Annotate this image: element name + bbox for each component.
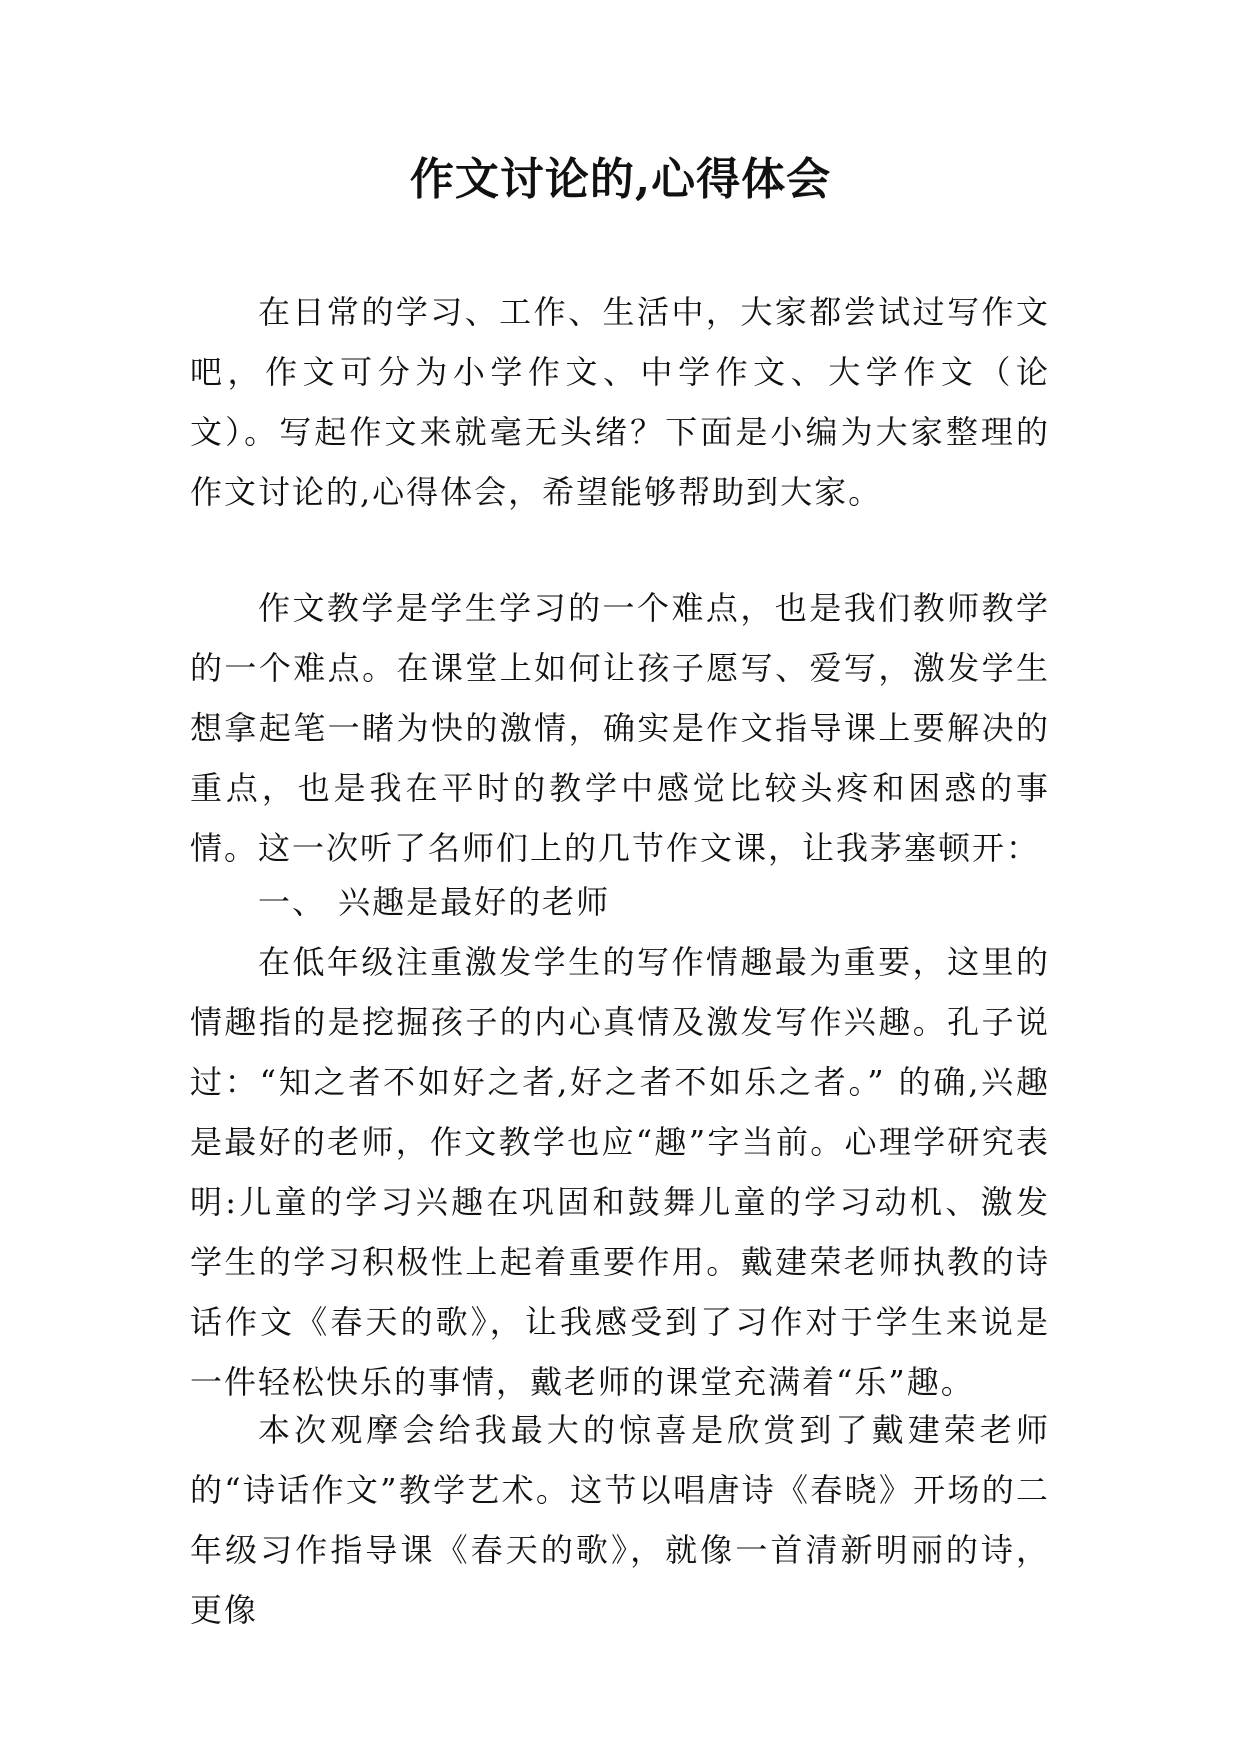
section-heading: 一、 兴趣是最好的老师 (258, 883, 611, 921)
intro-paragraph: 在日常的学习、工作、生活中，大家都尝试过写作文吧，作文可分为小学作文、中学作文、大学作文（论文）。写起作文来就毫无头绪？下面是小编为大家整理的作文讨论的,心得体会，希望能够帮助到大家。 (190, 293, 1050, 511)
page-title: 作文讨论的,心得体会 (409, 154, 832, 205)
body-paragraph: 作文教学是学生学习的一个难点，也是我们教师教学的一个难点。在课堂上如何让孩子愿写、爱写，激发学生想拿起笔一睹为快的激情，确实是作文指导课上要解决的重点，也是我在平时的教学中感觉比较头疼和困惑的事情。这一次听了名师们上的几节作文课，让我茅塞顿开： (190, 589, 1050, 867)
body-paragraph: 在低年级注重激发学生的写作情趣最为重要，这里的情趣指的是挖掘孩子的内心真情及激发写作兴趣。孔子说过：“知之者不如好之者,好之者不如乐之者。” 的确,兴趣是最好的老师，作文教学也应“趣”字当前。心理学研究表明:儿童的学习兴趣在巩固和鼓舞儿童的学习动机、激发学生的学习积极性上起着重要作用。戴建荣老师执教的诗话作文《春天的歌》，让我感受到了习作对于学生来说是一件轻松快乐的事情，戴老师的课堂充满着“乐”趣。 (190, 943, 1050, 1401)
body-paragraph: 本次观摩会给我最大的惊喜是欣赏到了戴建荣老师的“诗话作文”教学艺术。这节以唱唐诗《春晓》开场的二年级习作指导课《春天的歌》，就像一首清新明丽的诗，更像 (190, 1411, 1050, 1629)
